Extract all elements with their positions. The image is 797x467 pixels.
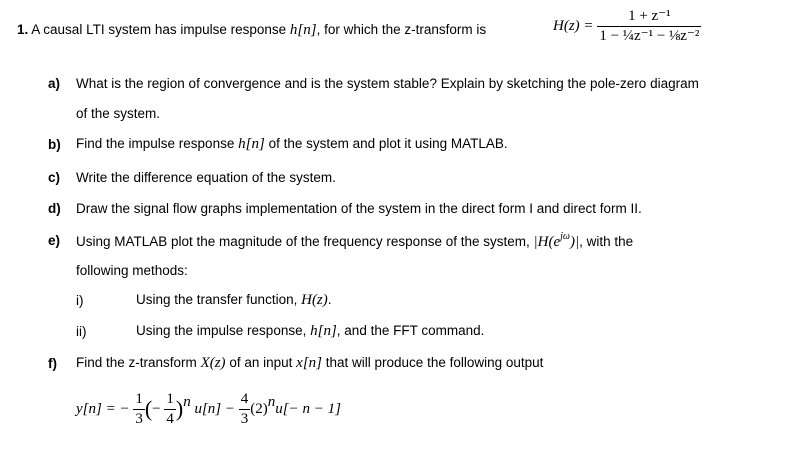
part-b-label: b)	[48, 137, 61, 152]
eq-frac2-num: 1	[164, 392, 176, 410]
eq-power2: n	[267, 393, 276, 410]
part-b-text	[76, 136, 508, 153]
part-e-line2: following methods:	[76, 263, 188, 278]
part-e-ii-post: , and the FFT command.	[336, 323, 485, 338]
eq-lhs: y[n] = −	[76, 400, 130, 417]
part-b-math: h[n]	[238, 136, 265, 152]
hz-fraction	[597, 9, 701, 44]
part-c-label: c)	[48, 170, 61, 185]
part-f-text	[76, 355, 543, 372]
eq-power1: n	[183, 393, 191, 410]
eq-paren-close: )	[175, 395, 184, 421]
part-e-i-post: .	[327, 292, 332, 307]
part-d-label: d)	[48, 201, 61, 216]
part-b-pre: Find the impulse response	[76, 136, 235, 151]
intro-text: A causal LTI system has impulse response	[31, 22, 287, 37]
part-e-text	[76, 231, 633, 251]
eq-u1: u[n] −	[194, 400, 235, 417]
part-e-ii-math: h[n]	[310, 323, 337, 339]
part-e-ii-pre: Using the impulse response,	[136, 323, 307, 338]
intro-hn: h[n]	[289, 22, 317, 38]
hz-denominator: 1 − ¼z⁻¹ − ⅛z⁻²	[599, 28, 700, 44]
part-e-i-text	[136, 292, 332, 309]
transfer-function	[553, 9, 701, 44]
eq-frac2-den: 4	[166, 411, 174, 427]
part-e-i-label: i)	[76, 293, 84, 308]
part-e-post: , with the	[579, 234, 634, 249]
part-d-text: Draw the signal flow graphs implementation of the system in the direct form I and direct form II.	[76, 201, 642, 216]
part-e-ii-text	[136, 323, 484, 340]
part-e-i-math: H(z)	[301, 292, 328, 308]
eq-frac2	[164, 392, 176, 427]
eq-frac1-den: 3	[135, 411, 143, 427]
part-a-line1: What is the region of convergence and is the system stable? Explain by sketching the pole-zero diagram	[76, 76, 699, 91]
eq-frac3	[239, 392, 251, 427]
eq-frac1	[133, 392, 145, 427]
part-a-label: a)	[48, 76, 61, 91]
part-e-ii-label: ii)	[76, 324, 87, 339]
part-f-math2: x[n]	[296, 355, 322, 371]
part-a-line2: of the system.	[76, 106, 161, 121]
eq-paren-open: (	[144, 395, 153, 421]
problem-number: 1.	[17, 22, 29, 37]
part-f-label: f)	[48, 356, 57, 371]
eq-frac3-den: 3	[240, 411, 249, 427]
part-e-label: e)	[48, 233, 61, 248]
part-e-i-pre: Using the transfer function,	[136, 292, 298, 307]
problem-statement	[17, 22, 486, 39]
part-f-pre: Find the z-transform	[76, 355, 197, 370]
hz-numerator: 1 + z⁻¹	[597, 9, 701, 27]
eq-frac1-num: 1	[133, 392, 145, 410]
part-f-post: that will produce the following output	[325, 355, 544, 370]
part-e-math: $|H(e^{j\omega})|$	[533, 231, 580, 250]
part-b-post: of the system and plot it using MATLAB.	[268, 136, 508, 151]
part-c-text: Write the difference equation of the system.	[76, 170, 336, 185]
part-f-math1: X(z)	[200, 355, 226, 371]
output-equation	[76, 392, 341, 427]
eq-inner-sign: −	[152, 400, 161, 417]
intro-text2: , for which the z-transform is	[316, 22, 487, 37]
part-e-pre: Using MATLAB plot the magnitude of the frequency response of the system,	[76, 234, 530, 249]
part-f-mid: of an input	[229, 355, 293, 370]
eq-term2: (2)	[250, 400, 268, 417]
eq-frac3-num: 4	[239, 392, 251, 410]
eq-u2: u[− n − 1]	[275, 400, 341, 417]
hz-lhs: H(z) =	[553, 18, 594, 35]
